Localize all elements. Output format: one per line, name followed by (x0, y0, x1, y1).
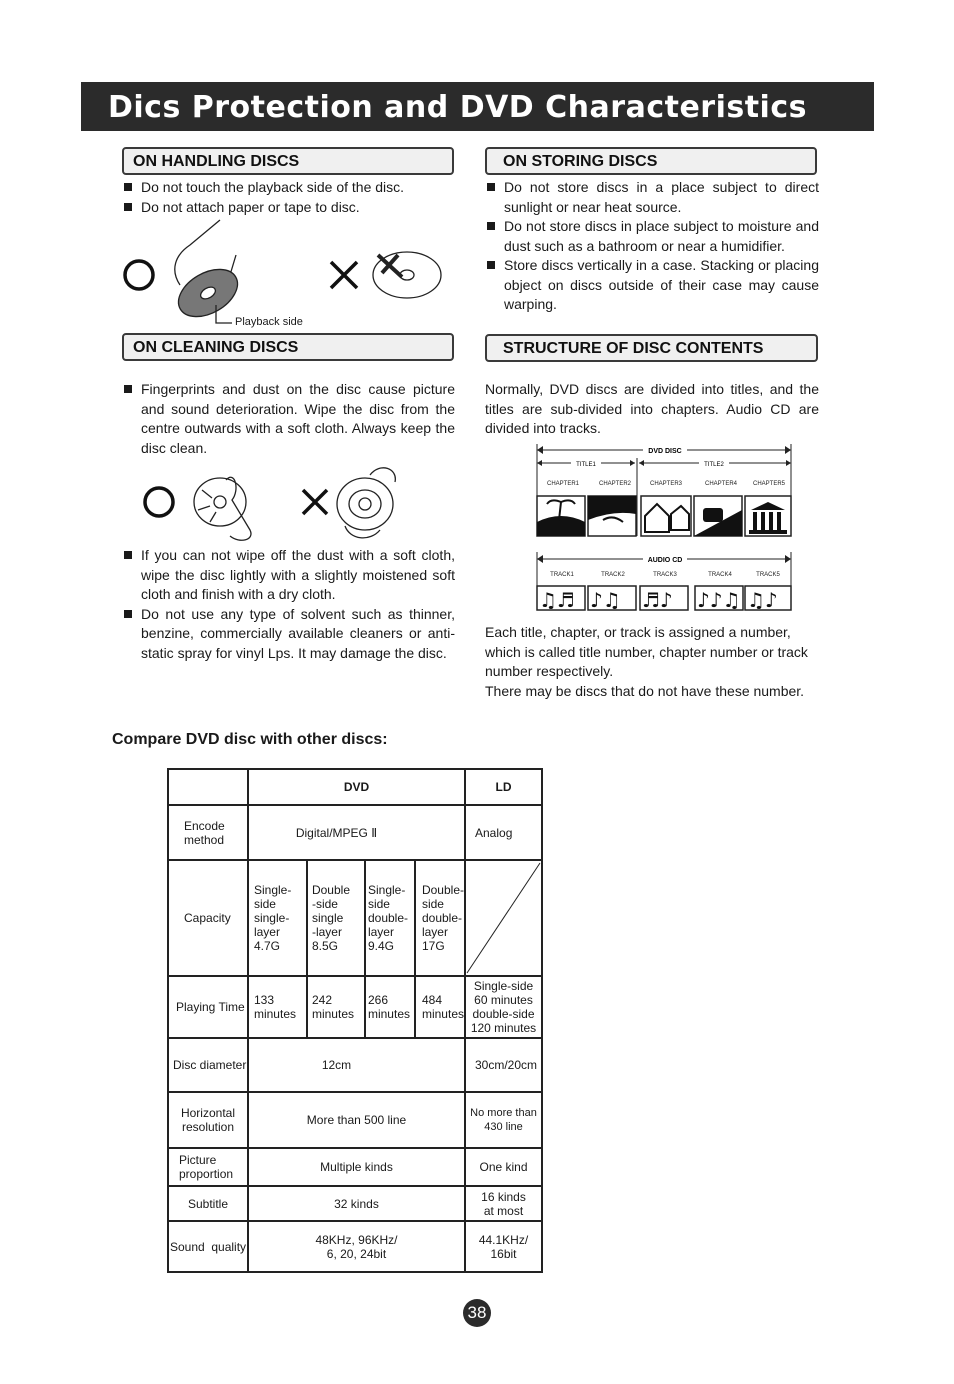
playing-cell: 242 minutes (308, 977, 366, 1037)
cleaning-illustration (140, 460, 410, 544)
table-row (168, 1186, 542, 1221)
handling-heading: ON HANDLING DISCS (133, 153, 300, 170)
disc-structure-diagram (533, 440, 797, 615)
table-row (168, 1148, 542, 1186)
svg-text:♪♪♫: ♪♪♫ (697, 588, 741, 612)
title-banner (81, 82, 874, 131)
chapter-label: CHAPTER1 (546, 481, 580, 487)
structure-outro-1: Each title, chapter, or track is assigned a number, which is called title number, chapter number or track number respectively. (485, 624, 808, 679)
table-cell: 12cm (248, 1038, 465, 1092)
structure-outro-2: There may be discs that do not have these number. (485, 682, 805, 699)
storing-list (485, 178, 819, 315)
structure-outro (485, 623, 825, 701)
capacity-cell: Single- side single- layer 4.7G (249, 861, 308, 975)
comparison-table (167, 768, 543, 1273)
table-cell: Multiple kinds (248, 1148, 465, 1186)
table-cell (248, 860, 465, 976)
structure-heading: STRUCTURE OF DISC CONTENTS (503, 340, 764, 357)
chapter-label: CHAPTER4 (704, 481, 738, 487)
playing-cell: 484 minutes (421, 993, 464, 1021)
table-row (168, 1038, 542, 1092)
row-label: Picture proportion (168, 1148, 248, 1186)
svg-text:♬♪: ♬♪ (642, 588, 673, 612)
playing-cell: 266 minutes (366, 977, 416, 1037)
table-cell: Analog (465, 805, 542, 860)
table-cell: Single-side 60 minutes double-side 120 minutes (465, 976, 542, 1038)
chapter-label: CHAPTER2 (598, 481, 632, 487)
table-cell (248, 976, 465, 1038)
structure-intro: Normally, DVD discs are divided into titles, and the titles are sub-divided into chapters. Audio CD are divided into tracks. (485, 381, 819, 436)
table-row (168, 976, 542, 1038)
handling-item: Do not touch the playback side of the disc. (122, 178, 452, 198)
table-row (168, 769, 542, 805)
table-row (168, 805, 542, 860)
table-cell: 30cm/20cm (465, 1038, 542, 1092)
diagonal-slash (466, 862, 541, 974)
capacity-cell: Single- side double- layer 9.4G (366, 861, 416, 975)
dvd-column-header: DVD (248, 769, 465, 805)
structure-heading-box (485, 334, 818, 362)
storing-item: Do not store discs in place subject to moisture and dust such as a bathroom or near a humidifier. (485, 217, 819, 256)
track-label: TRACK4 (708, 572, 732, 578)
wrong-cross-icon (331, 262, 357, 288)
ok-circle-icon (145, 488, 173, 516)
row-label: Capacity (168, 860, 248, 976)
ld-capacity-na-cell (465, 860, 542, 976)
row-label: Encode method (168, 805, 248, 860)
table-cell (168, 769, 248, 805)
track-label: TRACK1 (550, 572, 574, 578)
track-label: TRACK2 (601, 572, 625, 578)
cleaning-heading: ON CLEANING DISCS (133, 339, 299, 356)
playing-cell: 133 minutes (249, 977, 308, 1037)
storing-heading: ON STORING DISCS (503, 153, 658, 170)
capacity-cell: Double- side double- layer 17G (421, 883, 464, 953)
dvd-disc-label: DVD DISC (648, 448, 682, 455)
svg-text:♪♫: ♪♫ (590, 588, 621, 612)
svg-text:♫♪: ♫♪ (747, 588, 778, 612)
table-cell: 32 kinds (248, 1186, 465, 1221)
cleaning-item: Fingerprints and dust on the disc cause picture and sound deterioration. Wipe the disc from the centre outwards with a soft cloth. Always keep the disc clean. (122, 380, 455, 458)
hand-holding-disc-icon (170, 220, 245, 326)
storing-heading-box (485, 147, 817, 175)
table-row (168, 1092, 542, 1148)
table-cell: 48KHz, 96KHz/ 6, 20, 24bit (248, 1221, 465, 1272)
wrong-cross-icon (303, 490, 327, 514)
cleaning-item: If you can not wipe off the dust with a soft cloth, wipe the disc lightly with a slightly moistened soft cloth and finish with a dry cloth. (122, 546, 455, 605)
row-label: Horizontal resolution (168, 1092, 248, 1148)
ld-column-header: LD (465, 769, 542, 805)
handling-item: Do not attach paper or tape to disc. (122, 198, 452, 218)
playback-side-label: Playback side (235, 316, 303, 328)
handling-heading-box (122, 147, 454, 175)
table-row (168, 1221, 542, 1272)
table-cell: 44.1KHz/ 16bit (465, 1221, 542, 1272)
page-title: Dics Protection and DVD Characteristics (108, 90, 807, 125)
table-cell: 16 kinds at most (465, 1186, 542, 1221)
row-label: Playing Time (168, 976, 248, 1038)
wipe-radial-icon (194, 477, 251, 540)
table-cell: More than 500 line (248, 1092, 465, 1148)
chapter-label: CHAPTER3 (649, 481, 683, 487)
row-label: Subtitle (168, 1186, 248, 1221)
cleaning-list-bottom (122, 546, 455, 663)
storing-item: Store discs vertically in a case. Stacking or placing object on discs outside of their case may cause warping. (485, 256, 819, 315)
ok-circle-icon (125, 261, 153, 289)
table-row (168, 860, 542, 976)
page-number: 38 (463, 1299, 491, 1327)
wipe-circular-icon (337, 468, 395, 538)
cleaning-heading-box (122, 333, 454, 361)
row-label: Disc diameter (168, 1038, 248, 1092)
track-label: TRACK3 (653, 572, 677, 578)
disc-with-tape-icon (373, 252, 441, 298)
title-label: TITLE2 (704, 462, 724, 468)
compare-heading: Compare DVD disc with other discs: (112, 731, 388, 748)
track-label: TRACK5 (756, 572, 780, 578)
capacity-cell: Double -side single -layer 8.5G (308, 861, 366, 975)
audio-cd-label: AUDIO CD (647, 557, 683, 564)
storing-item: Do not store discs in a place subject to direct sunlight or near heat source. (485, 178, 819, 217)
handling-list (122, 178, 452, 217)
chapter-label: CHAPTER5 (752, 481, 786, 487)
title-label: TITLE1 (576, 462, 596, 468)
table-cell: One kind (465, 1148, 542, 1186)
cleaning-item: Do not use any type of solvent such as thinner, benzine, commercially available cleaners or anti-static spray for vinyl Lps. It may damage the disc. (122, 605, 455, 664)
row-label: Sound quality (168, 1221, 248, 1272)
cleaning-list-top (122, 380, 455, 458)
table-cell: No more than 430 line (465, 1092, 542, 1148)
svg-text:♫♬: ♫♬ (539, 588, 575, 612)
table-cell: Digital/MPEG Ⅱ (248, 805, 465, 860)
